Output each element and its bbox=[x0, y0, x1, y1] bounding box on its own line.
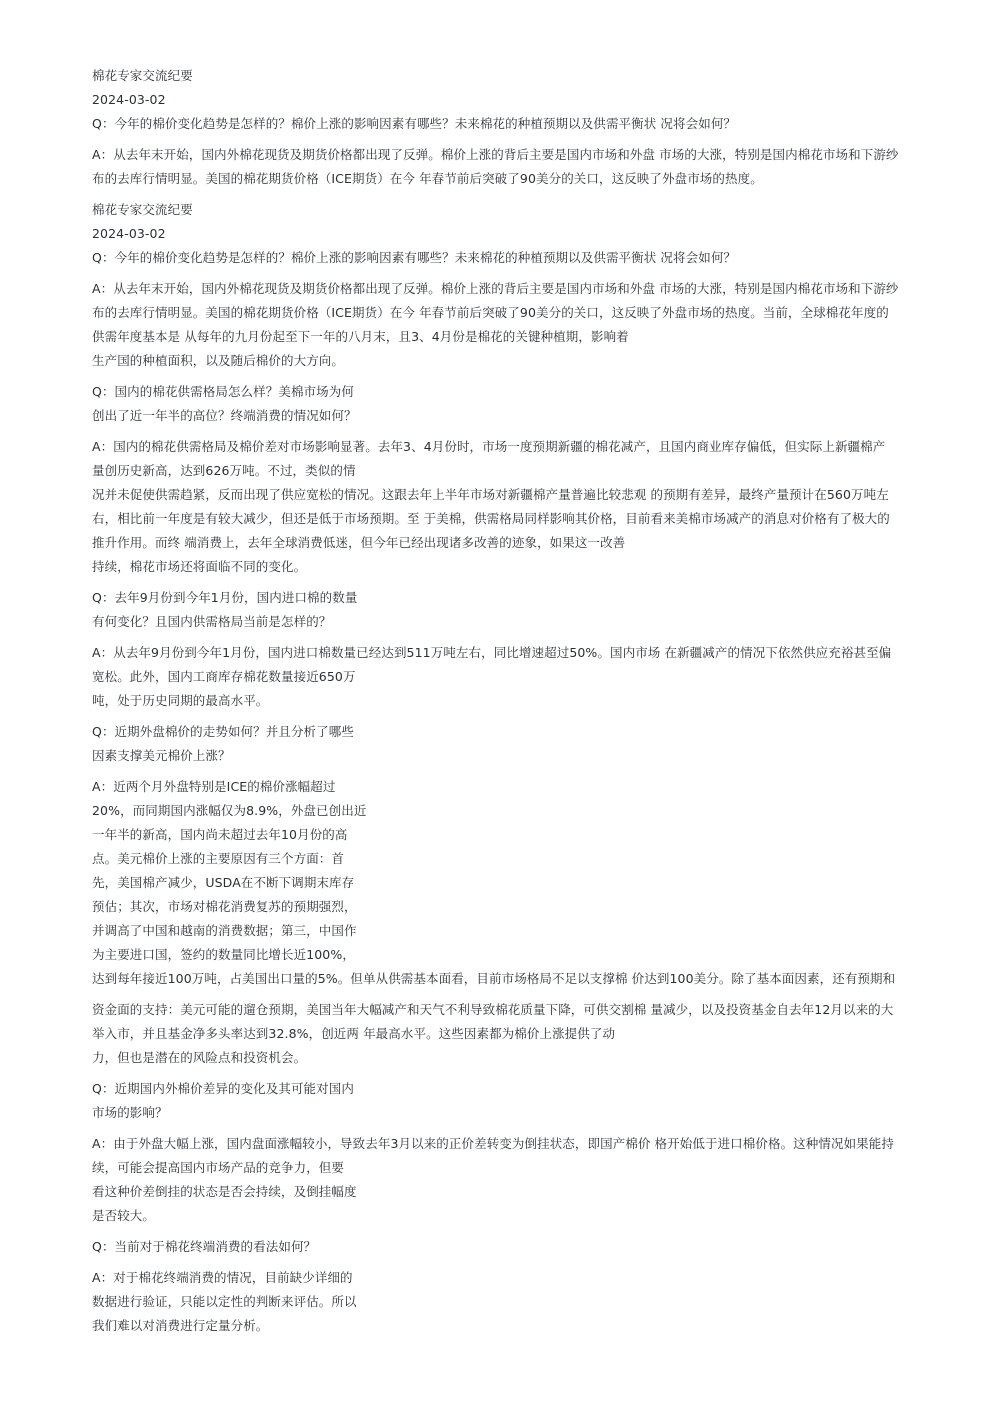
text-line: Q：近期外盘棉价的走势如何？并且分析了哪些 bbox=[92, 724, 354, 739]
text-line: 看这种价差倒挂的状态是否会持续，及倒挂幅度 bbox=[92, 1184, 357, 1199]
text-line: 持续，棉花市场还将面临不同的变化。 bbox=[92, 559, 307, 574]
text-line: 数据进行验证，只能以定性的判断来评估。所以 bbox=[92, 1294, 357, 1309]
text-line: 20%，而同期国内涨幅仅为8.9%，外盘已创出近 bbox=[92, 803, 367, 818]
text-line: 况并未促使供需趋紧，反而出现了供应宽松的情况。这跟去年上半年市场对新疆棉产量普遍比较悲观 的预期有差异，最终产量预计在560万吨左 bbox=[92, 487, 889, 502]
text-line: 吨，处于历史同期的最高水平。 bbox=[92, 693, 269, 708]
text-line: 力，但也是潜在的风险点和投资机会。 bbox=[92, 1050, 307, 1065]
text-line: A：从去年9月份到今年1月份，国内进口棉数量已经达到511万吨左右，同比增速超过50%。国内市场 在新疆减产的情况下依然供应充裕甚至偏 bbox=[92, 645, 892, 660]
text-line: 2024-03-02 bbox=[92, 92, 166, 107]
text-line: 我们难以对消费进行定量分析。 bbox=[92, 1318, 269, 1333]
text-line: 先，美国棉产减少，USDA在不断下调期末库存 bbox=[92, 875, 355, 890]
text-line: A：国内的棉花供需格局及棉价差对市场影响显著。去年3、4月份时，市场一度预期新疆的棉花减产，且国内商业库存偏低，但实际上新疆棉产 bbox=[92, 439, 886, 454]
text-line: 点。美元棉价上涨的主要原因有三个方面：首 bbox=[92, 851, 345, 866]
text-line: 是否较大。 bbox=[92, 1208, 156, 1223]
text-line: 资金面的支持：美元可能的遛仓预期，美国当年大幅减产和天气不利导致棉花质量下降，可供交割棉 量减少，以及投资基金自去年12月以来的大 bbox=[92, 1002, 894, 1017]
text-line: Q：今年的棉价变化趋势是怎样的？棉价上涨的影响因素有哪些？未来棉花的种植预期以及供需平衡状 况将会如何？ bbox=[92, 116, 737, 131]
text-line: A：由于外盘大幅上涨，国内盘面涨幅较小，导致去年3月以来的正价差转变为倒挂状态，即国产棉价 格开始低于进口棉价格。这种情况如果能持 bbox=[92, 1136, 894, 1151]
text-line: 达到每年接近100万吨，占美国出口量的5%。但单从供需基本面看，目前市场格局不足以支撑棉 价达到100美分。除了基本面因素，还有预期和 bbox=[92, 971, 896, 986]
text-line: 布的去库行情明显。美国的棉花期货价格（ICE期货）在今 年春节前后突破了90美分的关口，这反映了外盘市场的热度。 bbox=[92, 171, 763, 186]
text-line: 创出了近一年半的高位？终端消费的情况如何？ bbox=[92, 408, 357, 423]
text-line: 因素支撑美元棉价上涨？ bbox=[92, 748, 231, 763]
text-line: 宽松。此外，国内工商库存棉花数量接近650万 bbox=[92, 669, 356, 684]
text-line: 一年半的新高，国内尚未超过去年10月份的高 bbox=[92, 827, 348, 842]
text-line: Q：当前对于棉花终端消费的看法如何？ bbox=[92, 1239, 317, 1254]
text-line: A：从去年末开始，国内外棉花现货及期货价格都出现了反弹。棉价上涨的背后主要是国内市场和外盘 市场的大涨，特别是国内棉花市场和下游纱 bbox=[92, 281, 899, 296]
document-body bbox=[92, 64, 948, 1338]
text-line: 有何变化？且国内供需格局当前是怎样的？ bbox=[92, 614, 332, 629]
text-line: 布的去库行情明显。美国的棉花期货价格（ICE期货）在今 年春节前后突破了90美分的关口，这反映了外盘市场的热度。当前，全球棉花年度的 bbox=[92, 305, 889, 320]
text-line: 并调高了中国和越南的消费数据；第三，中国作 bbox=[92, 923, 357, 938]
text-line: 供需年度基本是 从每年的九月份起至下一年的八月末，且3、4月份是棉花的关键种植期，影响着 bbox=[92, 329, 629, 344]
text-line: 2024-03-02 bbox=[92, 226, 166, 241]
text-line: Q：今年的棉价变化趋势是怎样的？棉价上涨的影响因素有哪些？未来棉花的种植预期以及供需平衡状 况将会如何？ bbox=[92, 250, 737, 265]
text-line: 市场的影响？ bbox=[92, 1105, 168, 1120]
text-line: 预估；其次，市场对棉花消费复苏的预期强烈， bbox=[92, 899, 357, 914]
text-line: Q：国内的棉花供需格局怎么样？美棉市场为何 bbox=[92, 384, 354, 399]
text-line: 生产国的种植面积，以及随后棉价的大方向。 bbox=[92, 353, 345, 368]
text-line: A：对于棉花终端消费的情况，目前缺少详细的 bbox=[92, 1270, 353, 1285]
text-line: Q：近期国内外棉价差异的变化及其可能对国内 bbox=[92, 1081, 354, 1096]
text-line: 量创历史新高，达到626万吨。不过，类似的情 bbox=[92, 463, 356, 478]
text-line: 举入市，并且基金净多头率达到32.8%，创近两 年最高水平。这些因素都为棉价上涨提供了动 bbox=[92, 1026, 616, 1041]
text-line: Q：去年9月份到今年1月份，国内进口棉的数量 bbox=[92, 590, 358, 605]
text-line: 棉花专家交流纪要 bbox=[92, 202, 193, 217]
text-line: 棉花专家交流纪要 bbox=[92, 68, 193, 83]
text-line: A：近两个月外盘特别是ICE的棉价涨幅超过 bbox=[92, 779, 336, 794]
text-line: 推升作用。而终 端消费上，去年全球消费低迷，但今年已经出现诸多改善的迹象，如果这一改善 bbox=[92, 535, 626, 550]
text-line: 为主要进口国，签约的数量同比增长近100%， bbox=[92, 947, 355, 962]
text-line: 续，可能会提高国内市场产品的竞争力，但要 bbox=[92, 1160, 345, 1175]
text-line: A：从去年末开始，国内外棉花现货及期货价格都出现了反弹。棉价上涨的背后主要是国内市场和外盘 市场的大涨，特别是国内棉花市场和下游纱 bbox=[92, 147, 899, 162]
text-line: 右，相比前一年度是有较大减少，但还是低于市场预期。至 于美棉，供需格局同样影响其价格，目前看来美棉市场减产的消息对价格有了极大的 bbox=[92, 511, 890, 526]
